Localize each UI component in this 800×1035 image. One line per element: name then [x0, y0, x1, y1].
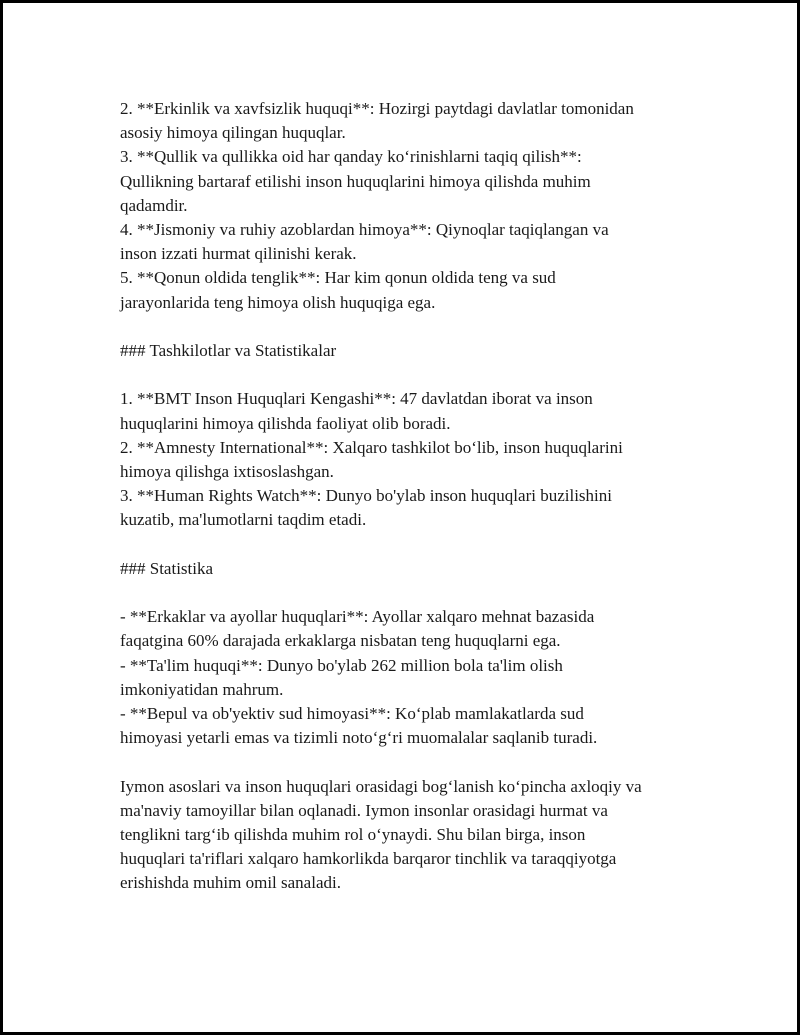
- text-line: huquqlari ta'riflari xalqaro hamkorlikda barqaror tinchlik va taraqqiyotga: [120, 849, 617, 869]
- list-item: [120, 702, 700, 750]
- text-line: himoyasi yetarli emas va tizimli notoʻgʻri muomalalar saqlanib turadi.: [120, 728, 598, 748]
- list-item: [120, 145, 700, 218]
- text-line: 3. **Human Rights Watch**: Dunyo bo'ylab inson huquqlari buzilishini: [120, 486, 612, 506]
- rights-list: [120, 97, 700, 315]
- statistics-list: [120, 605, 700, 750]
- paragraph-gap: [120, 533, 700, 557]
- document-body: [120, 97, 700, 896]
- text-line: imkoniyatidan mahrum.: [120, 679, 284, 699]
- list-item: [120, 436, 700, 484]
- text-line: ma'naviy tamoyillar bilan oqlanadi. Iymon insonlar orasidagi hurmat va: [120, 800, 608, 820]
- list-item: [120, 97, 700, 145]
- text-line: Qullikning bartaraf etilishi inson huquqlarini himoya qilishda muhim: [120, 171, 591, 191]
- text-line: qadamdir.: [120, 195, 188, 215]
- text-line: huquqlarini himoya qilishda faoliyat olib boradi.: [120, 413, 451, 433]
- text-line: 5. **Qonun oldida tenglik**: Har kim qonun oldida teng va sud: [120, 268, 556, 288]
- text-line: tenglikni targʻib qilishda muhim rol oʻynaydi. Shu bilan birga, inson: [120, 825, 586, 845]
- section-heading-statistics: ### Statistika: [120, 558, 214, 578]
- paragraph-gap: [120, 581, 700, 605]
- text-line: kuzatib, ma'lumotlarni taqdim etadi.: [120, 510, 367, 530]
- paragraph-gap: [120, 363, 700, 387]
- list-item: [120, 605, 700, 653]
- text-line: 2. **Amnesty International**: Xalqaro tashkilot boʻlib, inson huquqlarini: [120, 437, 623, 457]
- text-line: inson izzati hurmat qilinishi kerak.: [120, 244, 357, 264]
- organizations-list: [120, 387, 700, 532]
- paragraph-gap: [120, 315, 700, 339]
- list-item: [120, 218, 700, 266]
- text-line: Iymon asoslari va inson huquqlari orasidagi bogʻlanish koʻpincha axloqiy va: [120, 776, 642, 796]
- text-line: 1. **BMT Inson Huquqlari Kengashi**: 47 davlatdan iborat va inson: [120, 389, 593, 409]
- list-item: [120, 387, 700, 435]
- list-item: [120, 484, 700, 532]
- paragraph-gap: [120, 750, 700, 774]
- text-line: jarayonlarida teng himoya olish huquqiga ega.: [120, 292, 436, 312]
- text-line: himoya qilishga ixtisoslashgan.: [120, 462, 334, 482]
- text-line: - **Erkaklar va ayollar huquqlari**: Ayollar xalqaro mehnat bazasida: [120, 607, 595, 627]
- text-line: - **Bepul va ob'yektiv sud himoyasi**: Koʻplab mamlakatlarda sud: [120, 704, 584, 724]
- text-line: - **Ta'lim huquqi**: Dunyo bo'ylab 262 million bola ta'lim olish: [120, 655, 563, 675]
- text-line: 4. **Jismoniy va ruhiy azoblardan himoya**: Qiynoqlar taqiqlangan va: [120, 220, 609, 240]
- text-line: 3. **Qullik va qullikka oid har qanday koʻrinishlarni taqiq qilish**:: [120, 147, 582, 167]
- text-line: 2. **Erkinlik va xavfsizlik huquqi**: Hozirgi paytdagi davlatlar tomonidan: [120, 99, 634, 118]
- section-heading-organizations: ### Tashkilotlar va Statistikalar: [120, 341, 337, 361]
- text-line: asosiy himoya qilingan huquqlar.: [120, 123, 346, 143]
- conclusion-paragraph: [120, 775, 700, 896]
- list-item: [120, 266, 700, 314]
- list-item: [120, 654, 700, 702]
- text-line: faqatgina 60% darajada erkaklarga nisbatan teng huquqlarni ega.: [120, 631, 561, 651]
- text-line: erishishda muhim omil sanaladi.: [120, 873, 341, 893]
